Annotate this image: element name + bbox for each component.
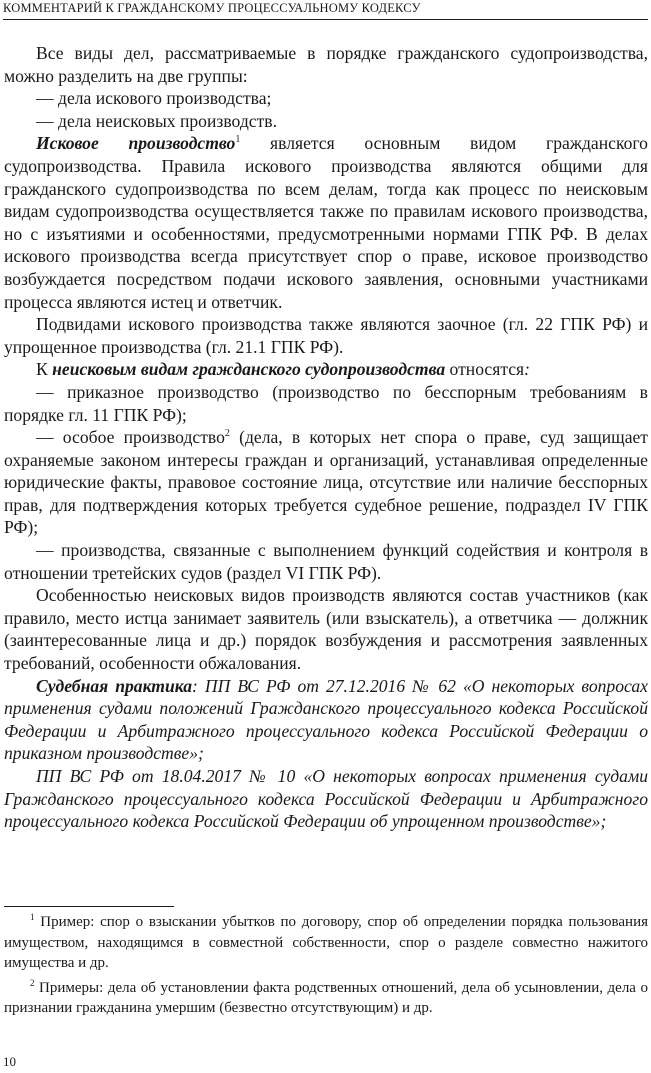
footnotes xyxy=(4,912,648,1023)
list-item-special-proceedings xyxy=(4,426,648,539)
special-proceedings-label: — особое производство xyxy=(36,427,225,448)
special-proceedings-text: (дела, в которых нет спора о праве, суд защищает охраняемые законом интересы граждан и организаций, устанавливая определенные юридические факты, правовое состояние лица, отсутствие или наличие бесспорных прав, для подтверждения которых требуется судебное решение, подраздел IV ГПК РФ); xyxy=(4,427,648,538)
list-item-nonclaim-cases: — дела неисковых производств. xyxy=(36,110,277,131)
paragraph-features: Особенностью неисковых видов производств являются состав участников (как правило, место истца занимает заявитель (или взыскатель), а ответчика — должник (заинтересованные лица и др.) порядок возбуждения и рассмотрения заявленных требований, особенности обжалования. xyxy=(4,585,648,674)
footnote-1-text: Пример: спор о взыскании убытков по договору, спор об определении порядка пользования имуществом, находящимся в совместной собственности, спор о разделе совместно нажитого имущества и др. xyxy=(4,914,648,971)
footnote-ref-2: 2 xyxy=(224,428,230,440)
nonclaim-prefix: К xyxy=(36,359,53,380)
paragraph-case-law-2: ПП ВС РФ от 18.04.2017 № 10 «О некоторых вопросах применения судами Гражданского процессуального кодекса Российской Федерации и Арбитражного процессуального кодекса Российской Федерации об упрощенном производстве»; xyxy=(4,766,648,832)
term-claim-proceedings: Исковое производство xyxy=(36,133,236,154)
term-nonclaim-types: неисковым видам гражданского судопроизводства xyxy=(52,359,446,380)
list-item-arbitration-proceedings: — производства, связанные с выполнением функций содействия и контроля в отношении третейских судов (раздел VI ГПК РФ). xyxy=(4,540,648,583)
running-head: КОММЕНТАРИЙ К ГРАЖДАНСКОМУ ПРОЦЕССУАЛЬНОМУ КОДЕКСУ xyxy=(3,0,648,20)
paragraph-intro: Все виды дел, рассматриваемые в порядке гражданского судопроизводства, можно разделить на две группы: xyxy=(4,43,648,86)
footnote-2 xyxy=(4,978,648,1019)
footnote-1 xyxy=(4,912,648,974)
term-case-law: Судебная практика xyxy=(36,675,193,696)
paragraph-case-law-1 xyxy=(4,675,648,765)
page-number: 10 xyxy=(3,1054,16,1069)
claim-proceedings-text: является основным видом гражданского судопроизводства. Правила искового производства являются общими для гражданского судопроизводства по всем делам, тогда как процесс по неисковым видам судопроизводства осуществляется также по правилам искового производства, но с изъятиями и особенностями, предусмотренными нормами ГПК РФ. В делах искового производства всегда присутствует спор о праве, исковое производство возбуждается посредством подачи искового заявления, основными участниками процесса являются истец и ответчик. xyxy=(4,133,648,312)
paragraph-nonclaim-types xyxy=(4,358,648,381)
footnote-mark-2: 2 xyxy=(30,977,35,988)
main-text xyxy=(4,42,648,833)
list-item-order-proceedings: — приказное производство (производство по бесспорным требованиям в порядке гл. 11 ГПК РФ); xyxy=(4,381,648,425)
paragraph-claim-proceedings xyxy=(4,132,648,313)
footnote-ref-1: 1 xyxy=(235,134,241,146)
footnote-mark-1: 1 xyxy=(30,912,35,922)
nonclaim-suffix: относятся xyxy=(445,359,525,380)
paragraph-subtypes: Подвидами искового производства также являются заочное (гл. 22 ГПК РФ) и упрощенное производства (гл. 21.1 ГПК РФ). xyxy=(4,314,648,357)
nonclaim-colon: : xyxy=(524,359,530,380)
list-item-claim-cases: — дела искового производства; xyxy=(36,88,272,109)
footnote-divider xyxy=(4,906,174,907)
footnote-2-text: Примеры: дела об установлении факта родственных отношений, дела об усыновлении, дела о признании гражданина умершим (безвестно отсутствующим) и др. xyxy=(4,979,648,1016)
case-law-1-text: : ПП ВС РФ от 27.12.2016 № 62 «О некоторых вопросах применения судами положений Гражданского процессуального кодекса Российской Федерации и Арбитражного процессуального кодекса Российской Федерации о приказном производстве»; xyxy=(4,675,648,764)
